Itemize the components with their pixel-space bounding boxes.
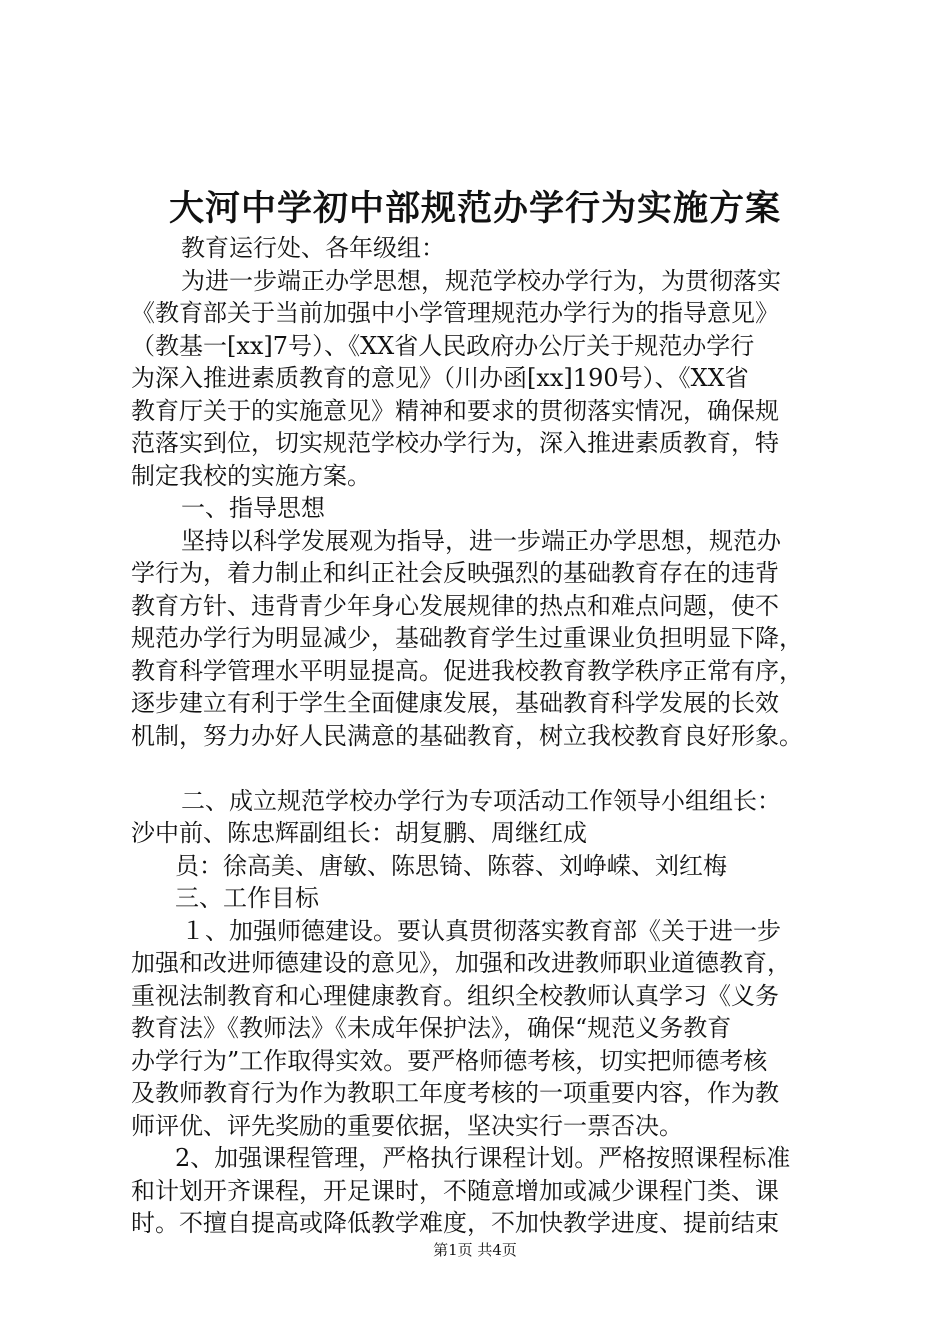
paragraph-line: 教育方针、违背青少年身心发展规律的热点和难点问题，使不 bbox=[131, 591, 779, 620]
paragraph-line: 加强和改进师德建设的意见》，加强和改进教师职业道德教育， bbox=[131, 949, 791, 977]
paragraph-line: 为深入推进素质教育的意见》（川办函[xx]190号）、《XX省 bbox=[131, 364, 749, 392]
paragraph-line: 逐步建立有利于学生全面健康发展，基础教育科学发展的长效 bbox=[131, 689, 779, 717]
paragraph-line: 及教师教育行为作为教职工年度考核的一项重要内容，作为教 bbox=[131, 1079, 779, 1107]
paragraph-line: 和计划开齐课程，开足课时，不随意增加或减少课程门类、课 bbox=[131, 1176, 779, 1205]
paragraph-line: 重视法制教育和心理健康教育。组织全校教师认真学习《义务 bbox=[131, 981, 779, 1010]
paragraph-line: 2、加强课程管理，严格执行课程计划。严格按照课程标准 bbox=[175, 1144, 791, 1172]
paragraph-line: 教育法》《教师法》《未成年保护法》，确保“规范义务教育 bbox=[131, 1014, 732, 1042]
section-heading: 三、工作目标 bbox=[175, 884, 319, 912]
paragraph-line: 办学行为”工作取得实效。要严格师德考核，切实把师德考核 bbox=[131, 1046, 768, 1075]
paragraph-line: 坚持以科学发展观为指导，进一步端正办学思想，规范办 bbox=[181, 526, 781, 555]
paragraph-line: 学行为，着力制止和纠正社会反映强烈的基础教育存在的违背 bbox=[131, 559, 779, 587]
paragraph-line: 时。不擅自提高或降低教学难度，不加快教学进度、提前结束 bbox=[131, 1209, 779, 1237]
document-title: 大河中学初中部规范办学行为实施方案 bbox=[168, 188, 781, 229]
paragraph-line: 制定我校的实施方案。 bbox=[131, 461, 371, 490]
paragraph-gap bbox=[131, 752, 831, 785]
paragraph-line: 范落实到位，切实规范学校办学行为，深入推进素质教育，特 bbox=[131, 429, 779, 457]
section-heading: 一、指导思想 bbox=[181, 494, 325, 522]
paragraph-line: 沙中前、陈忠辉副组长：胡复鹏、周继红成 bbox=[131, 819, 587, 847]
paragraph-line: 规范办学行为明显减少，基础教育学生过重课业负担明显下降， bbox=[131, 624, 803, 652]
paragraph-line: 教育科学管理水平明显提高。促进我校教育教学秩序正常有序， bbox=[131, 656, 803, 685]
section-heading: 二、成立规范学校办学行为专项活动工作领导小组组长： bbox=[181, 786, 781, 815]
document-body bbox=[131, 232, 831, 1240]
paragraph-line: 为进一步端正办学思想，规范学校办学行为，为贯彻落实 bbox=[181, 266, 781, 295]
paragraph-line: １、加强师德建设。要认真贯彻落实教育部《关于进一步 bbox=[181, 916, 781, 945]
paragraph-line: 《教育部关于当前加强中小学管理规范办学行为的指导意见》 bbox=[131, 299, 779, 327]
paragraph-line: 员：徐高美、唐敏、陈思锜、陈蓉、刘峥嵘、刘红梅 bbox=[175, 851, 727, 880]
paragraph-line: 师评优、评先奖励的重要依据，坚决实行一票否决。 bbox=[131, 1111, 683, 1140]
paragraph-line: 机制，努力办好人民满意的基础教育，树立我校教育良好形象。 bbox=[131, 721, 803, 750]
page-footer: 第1页 共4页 bbox=[433, 1241, 517, 1259]
paragraph-line: （教基一[xx]7号）、《XX省人民政府办公厅关于规范办学行 bbox=[131, 331, 755, 360]
salutation-line: 教育运行处、各年级组： bbox=[181, 234, 445, 262]
paragraph-line: 教育厅关于的实施意见》精神和要求的贯彻落实情况，确保规 bbox=[131, 396, 779, 425]
